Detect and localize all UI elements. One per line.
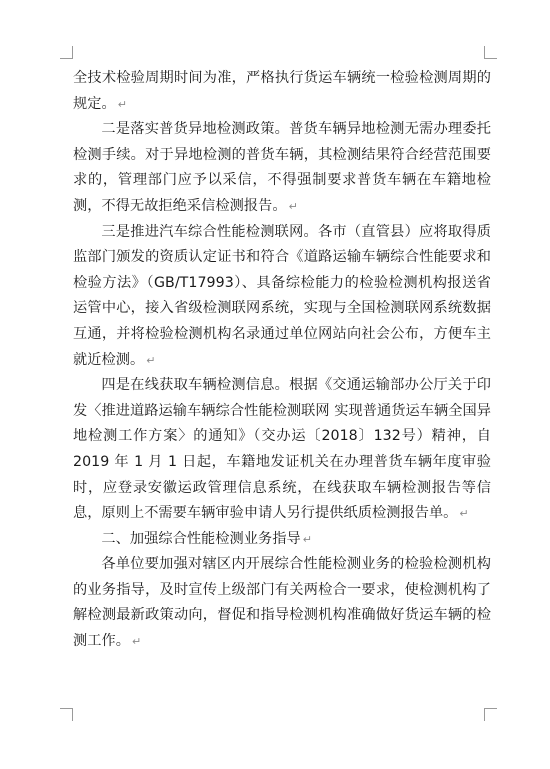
paragraph-4[interactable] (73, 373, 491, 527)
paragraph-mark-icon: ↵ (302, 532, 312, 546)
paragraph-mark-icon: ↵ (131, 635, 142, 649)
paragraph-mark-icon: ↵ (288, 199, 298, 213)
paragraph-2-text: 二是落实普货异地检测政策。普货车辆异地检测无需办理委托检测手续。对于异地检测的普货车辆，其检测结果符合经营范围要求的，管理部门应予以采信，不得强制要求普货车辆在车籍地检测，不得无故拒绝采信检测报告。 (73, 121, 491, 214)
paragraph-1-text: 全技术检验周期时间为准，严格执行货运车辆统一检验检测周期的规定。 (73, 70, 491, 112)
paragraph-3-text: 三是推进汽车综合性能检测联网。各市（直管县）应将取得质监部门颁发的资质认定证书和符合《道路运输车辆综合性能要求和检验方法》（GB/T17993）、具备综检能力的检验检测机构报送省运管中心，接入省级检测联网系统，实现与全国检测联网系统数据互通，并将检验检测机构名录通过单位网站向社会公布，方便车主就近检测。 (73, 223, 491, 368)
paragraph-1[interactable] (73, 66, 491, 117)
paragraph-6-text: 各单位要加强对辖区内开展综合性能检测业务的检验检测机构的业务指导，及时宣传上级部门有关两检合一要求，使检测机构了解检测最新政策动向，督促和指导检测机构准确做好货运车辆的检测工作。 (73, 556, 491, 650)
paragraph-6[interactable] (73, 552, 491, 654)
crop-mark-bottom-right (484, 708, 497, 721)
paragraph-mark-icon: ↵ (117, 97, 127, 111)
paragraph-2[interactable] (73, 117, 491, 219)
document-body[interactable] (73, 66, 491, 655)
section-heading-text: 二、加强综合性能检测业务指导 (101, 530, 301, 547)
paragraph-4-text: 四是在线获取车辆检测信息。根据《交通运输部办公厅关于印发〈推进道路运输车辆综合性能检测联网 实现普通货运车辆全国异地检测工作方案〉的通知》（交办运〔2018〕132号）精神，自 2019 年 1 月 1 日起，车籍地发证机关在办理普货车辆年度审验时，应登录安徽运政管理信息系统，在线获取车辆检测报告等信息，原则上不需要车辆审验申请人另行提供纸质检测报告单。 (73, 377, 491, 522)
paragraph-3[interactable] (73, 220, 491, 374)
paragraph-mark-icon: ↵ (459, 507, 469, 521)
crop-mark-bottom-left (60, 708, 73, 721)
section-heading[interactable] (73, 527, 491, 553)
paragraph-mark-icon: ↵ (146, 353, 156, 367)
crop-mark-top-left (60, 46, 73, 59)
crop-mark-top-right (484, 46, 497, 59)
